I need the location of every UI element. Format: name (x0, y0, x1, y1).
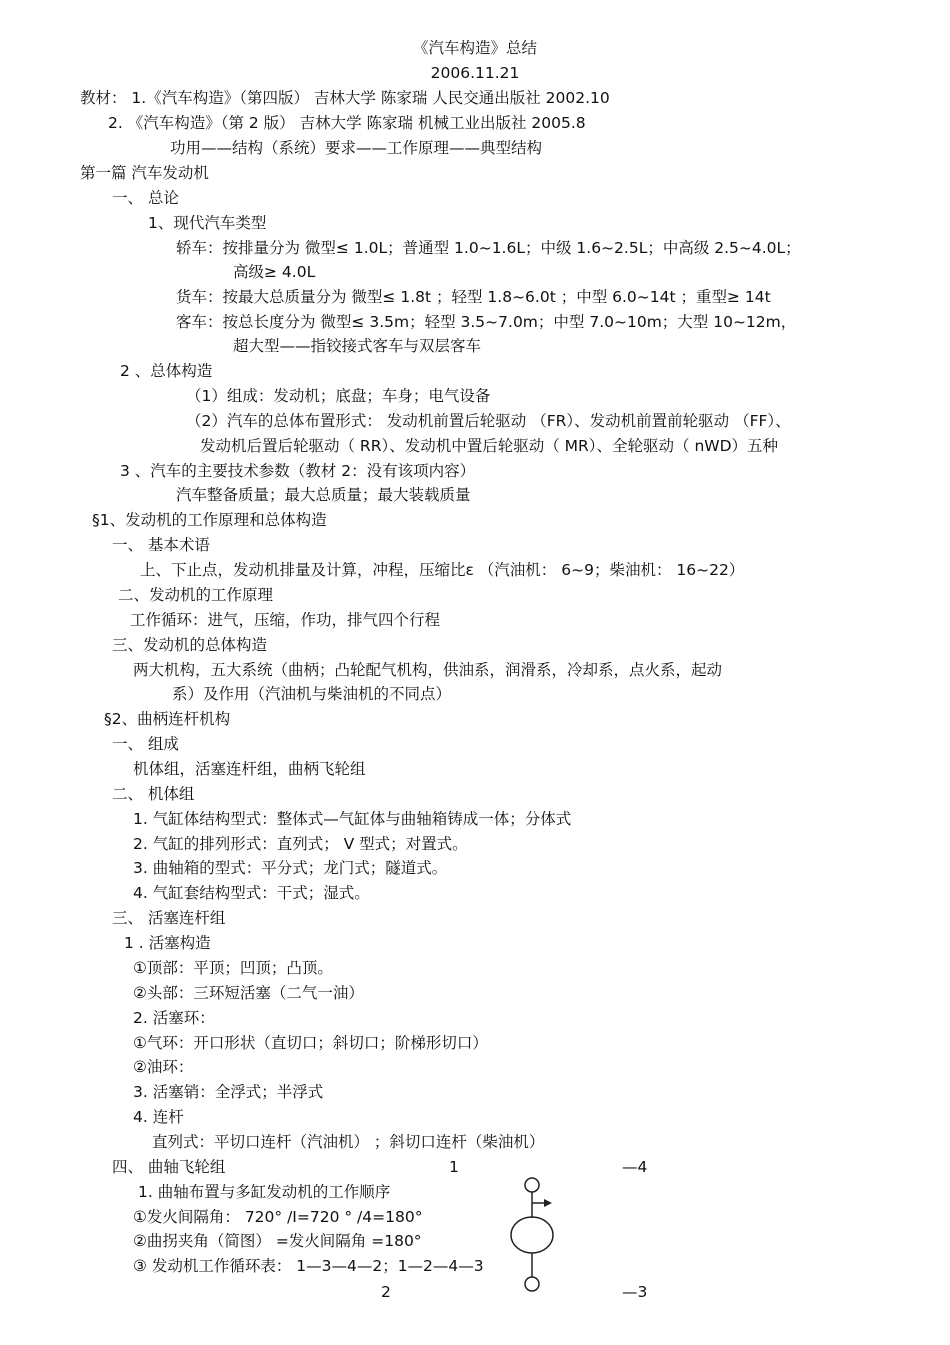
diagram-label-1: 1 (449, 1158, 459, 1176)
piston-head: ②头部：三环短活塞（二气一油） (133, 984, 364, 1002)
layout-forms-line-2: 发动机后置后轮驱动（ RR）、发动机中置后轮驱动（ MR）、全轮驱动（ nWD）五种 (200, 437, 779, 455)
car-classes-line-1: 轿车：按排量分为 微型≤ 1.0L；普通型 1.0~1.6L；中级 1.6~2.5L；中高级 2.5~4.0L； (176, 239, 801, 257)
diagram-label-2: 2 (381, 1283, 391, 1301)
piston-item-1: 1 . 活塞构造 (124, 934, 211, 952)
diagram-label-4: —4 (622, 1158, 648, 1176)
firing-interval: ①发火间隔角： 720° /I=720 ° /4=180° (133, 1208, 423, 1226)
sec1-heading-structure: 三、发动机的总体构造 (112, 636, 268, 654)
tech-params-list: 汽车整备质量；最大总质量；最大装载质量 (176, 486, 471, 504)
crank-pin-top-icon (525, 1178, 539, 1192)
doc-title: 《汽车构造》总结 (412, 39, 537, 57)
truck-classes: 货车：按最大总质量分为 微型≤ 1.8t ；轻型 1.8~6.0t ；中型 6.0~14t ；重型≥ 14t (176, 288, 771, 306)
section-tech-params: 3 、汽车的主要技术参数（教材 2：没有该项内容） (120, 462, 476, 480)
sec2-heading-block: 二、 机体组 (112, 785, 195, 803)
crank-main-journal-icon (511, 1217, 553, 1253)
sec2-heading-composition: 一、 组成 (112, 735, 179, 753)
section-overall-structure: 2 、总体构造 (120, 362, 213, 380)
crank-throw-diagram (500, 1170, 570, 1300)
structure-composition: （1）组成：发动机；底盘；车身；电气设备 (186, 387, 491, 405)
sec1-structure-line-1: 两大机构，五大系统（曲柄；凸轮配气机构，供油系，润滑系，冷却系，点火系，起动 (133, 661, 723, 679)
block-item-4: 4. 气缸套结构型式：干式；湿式。 (133, 884, 370, 902)
rotation-arrow-icon (544, 1199, 552, 1207)
diagram-label-3: —3 (622, 1283, 648, 1301)
chapter-heading: 一、 总论 (112, 189, 179, 207)
sec1-title: §1、发动机的工作原理和总体构造 (92, 511, 327, 529)
sec1-principle-text: 工作循环：进气，压缩，作功，排气四个行程 (130, 611, 441, 629)
sec1-structure-line-2: 系）及作用（汽油机与柴油机的不同点） (172, 685, 452, 703)
piston-top: ①顶部：平顶；凹顶；凸顶。 (133, 959, 333, 977)
part-title: 第一篇 汽车发动机 (80, 164, 209, 182)
block-item-2: 2. 气缸的排列形式：直列式； V 型式；对置式。 (133, 835, 468, 853)
crank-pin-bottom-icon (525, 1277, 539, 1291)
bus-classes-line-2: 超大型——指铰接式客车与双层客车 (233, 337, 482, 355)
car-classes-line-2: 高级≥ 4.0L (233, 263, 316, 281)
work-cycle-table: ③ 发动机工作循环表： 1—3—4—2；1—2—4—3 (133, 1257, 484, 1275)
gas-ring: ①气环：开口形状（直切口；斜切口；阶梯形切口） (133, 1034, 488, 1052)
sec1-heading-terms: 一、 基本术语 (112, 536, 210, 554)
textbook-1: 教材： 1.《汽车构造》（第四版） 吉林大学 陈家瑞 人民交通出版社 2002.10 (80, 89, 610, 107)
piston-item-4: 4. 连杆 (133, 1108, 184, 1126)
textbook-2: 2. 《汽车构造》（第 2 版） 吉林大学 陈家瑞 机械工业出版社 2005.8 (108, 114, 586, 132)
doc-date: 2006.11.21 (430, 64, 520, 82)
piston-item-3: 3. 活塞销：全浮式；半浮式 (133, 1083, 324, 1101)
bus-classes-line-1: 客车：按总长度分为 微型≤ 3.5m；轻型 3.5~7.0m；中型 7.0~10m；大型 10~12m， (176, 313, 797, 331)
block-item-1: 1. 气缸体结构型式：整体式—气缸体与曲轴箱铸成一体；分体式 (133, 810, 572, 828)
crank-item-1: 1. 曲轴布置与多缸发动机的工作顺序 (138, 1183, 391, 1201)
block-item-3: 3. 曲轴箱的型式：平分式；龙门式；隧道式。 (133, 859, 448, 877)
sec2-composition-text: 机体组，活塞连杆组，曲柄飞轮组 (133, 760, 366, 778)
oil-ring: ②油环： (133, 1058, 194, 1076)
sec2-heading-piston: 三、 活塞连杆组 (112, 909, 226, 927)
sec1-terms-text: 上、下止点，发动机排量及计算，冲程，压缩比ε （汽油机： 6~9；柴油机： 16~22） (140, 561, 745, 579)
sec2-title: §2、曲柄连杆机构 (104, 710, 231, 728)
conrod-types: 直列式：平切口连杆（汽油机） ；斜切口连杆（柴油机） (152, 1133, 545, 1151)
crank-throw-angle: ②曲拐夹角（简图） =发火间隔角 =180° (133, 1232, 422, 1250)
approach-line: 功用——结构（系统）要求——工作原理——典型结构 (170, 139, 543, 157)
sec2-heading-crankshaft: 四、 曲轴飞轮组 (112, 1158, 226, 1176)
piston-item-2: 2. 活塞环： (133, 1009, 215, 1027)
section-vehicle-types: 1、现代汽车类型 (148, 214, 267, 232)
layout-forms-line-1: （2）汽车的总体布置形式： 发动机前置后轮驱动 （FR）、发动机前置前轮驱动 （FF）、 (186, 412, 791, 430)
sec1-heading-principle: 二、发动机的工作原理 (118, 586, 274, 604)
